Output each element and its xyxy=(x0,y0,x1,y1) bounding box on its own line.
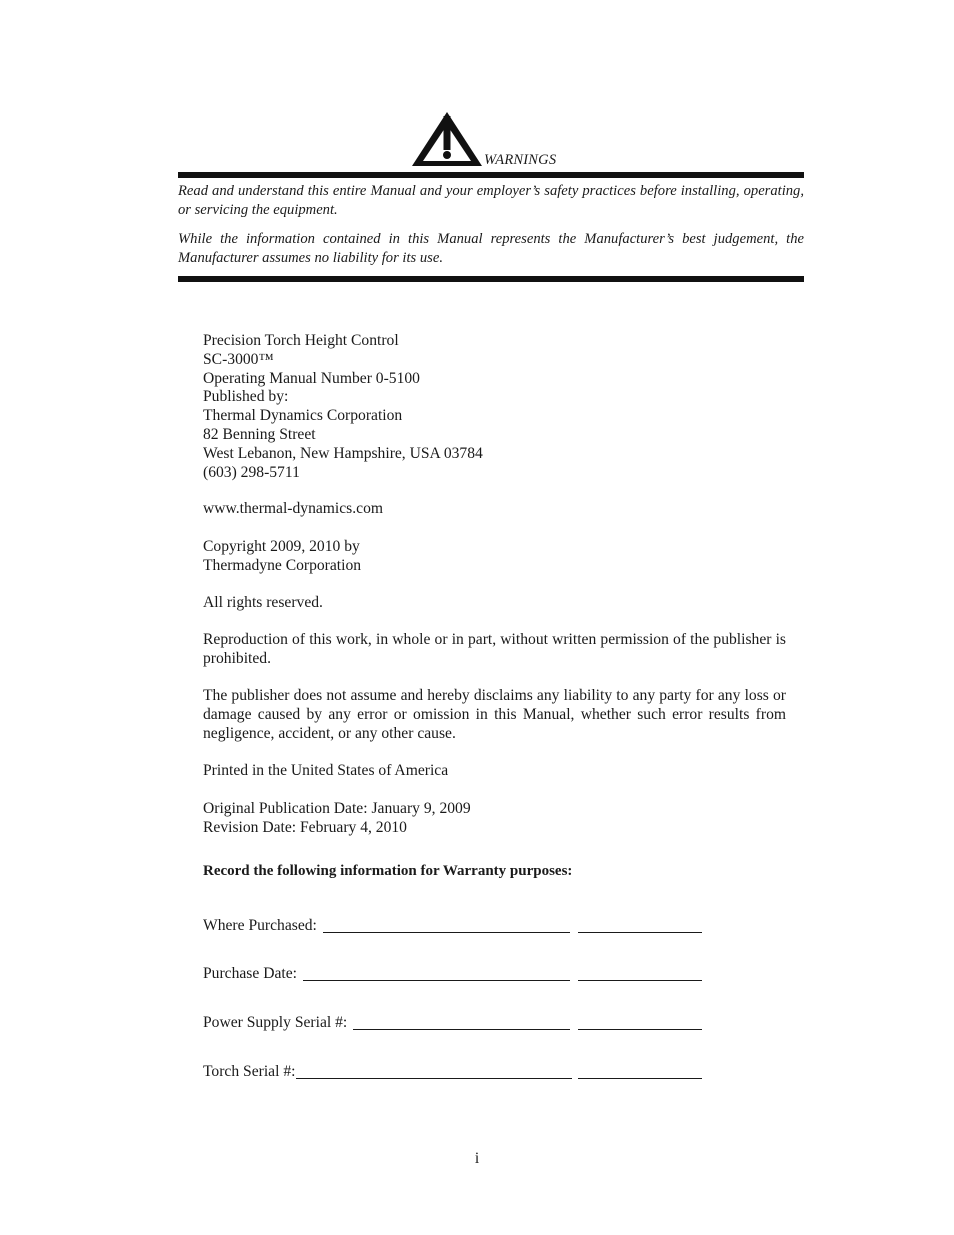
warnings-title: WARNINGS xyxy=(484,152,557,168)
where-purchased-field[interactable] xyxy=(203,917,703,939)
power-supply-serial-line[interactable] xyxy=(353,1029,570,1030)
phone-number: (603) 298-5711 xyxy=(203,463,300,481)
revision-date: Revision Date: February 4, 2010 xyxy=(203,818,407,836)
printed-location: Printed in the United States of America xyxy=(203,762,449,779)
page-number: i xyxy=(474,1150,480,1167)
copyright-line-1: Copyright 2009, 2010 by xyxy=(203,538,360,555)
reproduction-notice: Reproduction of this work, in whole or in part, without written permission of the publisher is prohibited. xyxy=(203,631,786,667)
purchase-date-field[interactable] xyxy=(203,965,703,987)
copyright-line-2: Thermadyne Corporation xyxy=(203,556,362,574)
published-by: Published by: xyxy=(203,388,289,406)
original-publication-date: Original Publication Date: January 9, 2009 xyxy=(203,800,471,817)
city-address: West Lebanon, New Hampshire, USA 03784 xyxy=(203,444,483,462)
torch-serial-line[interactable] xyxy=(295,1078,572,1079)
torch-serial-label: Torch Serial #: xyxy=(203,1063,296,1080)
street-address: 82 Benning Street xyxy=(203,425,316,443)
copyright-block xyxy=(203,538,786,576)
where-purchased-line[interactable] xyxy=(323,932,570,933)
where-purchased-label: Where Purchased: xyxy=(203,917,317,934)
website: www.thermal-dynamics.com xyxy=(203,500,383,517)
rights-reserved: All rights reserved. xyxy=(203,594,323,611)
purchase-date-extra-line[interactable] xyxy=(578,980,702,981)
torch-serial-field[interactable] xyxy=(203,1063,703,1085)
warning-triangle-icon xyxy=(410,110,484,168)
warranty-heading: Record the following information for Warranty purposes: xyxy=(203,863,573,879)
warning-header xyxy=(410,110,610,168)
warning-top-rule xyxy=(178,172,804,178)
company-name: Thermal Dynamics Corporation xyxy=(203,407,403,425)
purchase-date-line[interactable] xyxy=(303,980,570,981)
torch-serial-extra-line[interactable] xyxy=(578,1078,702,1079)
power-supply-serial-field[interactable] xyxy=(203,1014,703,1036)
warning-paragraph-2: While the information contained in this Manual represents the Manufacturer’s best judgement, the Manufacturer assumes no liability for its use. xyxy=(178,231,804,266)
model-name: SC-3000™ xyxy=(203,350,274,368)
warning-paragraph-1: Read and understand this entire Manual and your employer’s safety practices before installing, operating, or servicing the equipment. xyxy=(178,183,804,218)
purchase-date-label: Purchase Date: xyxy=(203,965,297,982)
publication-info xyxy=(203,332,786,482)
dates-block xyxy=(203,800,786,838)
product-name: Precision Torch Height Control xyxy=(203,332,399,349)
liability-disclaimer: The publisher does not assume and hereby disclaims any liability to any party for any loss or damage caused by any error or omission in this Manual, whether such error results from negligence, accident, or any other cause. xyxy=(203,687,786,742)
warning-bottom-rule xyxy=(178,276,804,282)
power-supply-serial-extra-line[interactable] xyxy=(578,1029,702,1030)
where-purchased-extra-line[interactable] xyxy=(578,932,702,933)
power-supply-serial-label: Power Supply Serial #: xyxy=(203,1014,348,1031)
manual-number: Operating Manual Number 0-5100 xyxy=(203,369,420,387)
